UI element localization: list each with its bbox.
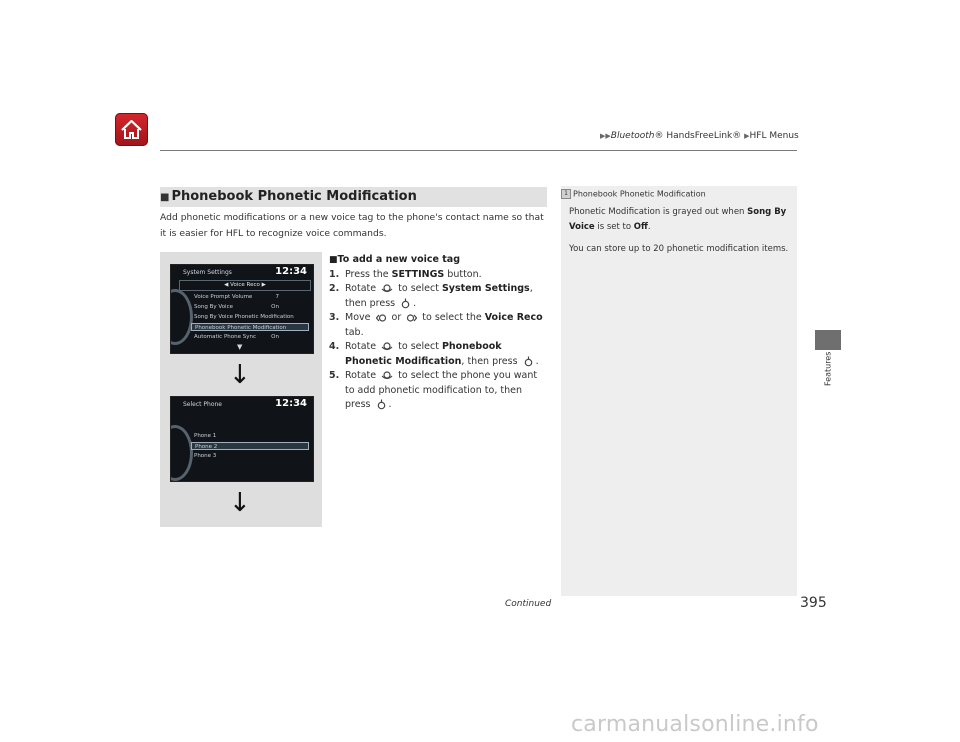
- tab-voice-reco: Voice Reco: [230, 282, 260, 288]
- header-divider: [160, 150, 797, 151]
- move-left-icon: [376, 313, 387, 323]
- selector-knob-arc: [170, 289, 193, 345]
- square-bullet-icon: ■: [160, 192, 170, 203]
- intro-paragraph: Add phonetic modifications or a new voice tag to the phone's contact name so that it is easier for HFL to recognize voice commands.: [160, 212, 544, 239]
- section-heading: [160, 187, 547, 207]
- page-number: 395: [800, 595, 827, 611]
- procedure-steps: [329, 253, 549, 413]
- phone-item: Phone 3: [194, 453, 217, 459]
- breadcrumb: [600, 131, 799, 141]
- arrow-down-icon: ↓: [229, 360, 251, 390]
- move-right-icon: [406, 313, 417, 323]
- rotate-knob-icon: [381, 284, 393, 294]
- menu-item: Song By Voice On: [194, 304, 279, 310]
- note-paragraph-2: You can store up to 20 phonetic modification items.: [569, 244, 789, 254]
- phone-item-selected: Phone 2: [191, 442, 309, 450]
- procedure-subtitle: ■To add a new voice tag: [329, 254, 461, 265]
- breadcrumb-arrow-icon: ▶▶: [600, 132, 611, 140]
- note-marker-icon: 1: [561, 189, 571, 199]
- note-paragraph-1: Phonetic Modification is grayed out when Song By Voice is set to Off.: [569, 207, 787, 232]
- step-4: 4. Rotate to select Phonebook Phonetic Modification, then press .: [329, 341, 539, 367]
- phone-item: Phone 1: [194, 433, 217, 439]
- screen-title: System Settings: [183, 269, 232, 276]
- step-3: 3. Move or to select the Voice Reco tab.: [329, 312, 543, 338]
- home-icon[interactable]: [115, 113, 148, 146]
- arrow-down-icon: ↓: [229, 488, 251, 518]
- tab-left-arrow-icon: ◀: [224, 282, 229, 288]
- chapter-tab: [815, 330, 841, 350]
- menu-item-selected: Phonebook Phonetic Modification: [191, 323, 309, 331]
- tab-right-arrow-icon: ▶: [261, 282, 266, 288]
- system-settings-screen: [170, 264, 314, 354]
- note-title: 1 Phonebook Phonetic Modification: [561, 189, 706, 199]
- screen-title: Select Phone: [183, 401, 223, 408]
- press-knob-icon: [523, 356, 534, 367]
- rotate-knob-icon: [381, 342, 393, 352]
- note-body: [569, 205, 789, 264]
- rotate-knob-icon: [381, 371, 393, 381]
- breadcrumb-hfl-menus: HFL Menus: [749, 131, 799, 141]
- continued-label: Continued: [505, 599, 552, 609]
- screenshots-panel: [160, 252, 322, 527]
- scroll-down-icon: ▼: [237, 343, 243, 351]
- press-knob-icon: [400, 298, 411, 309]
- select-phone-screen: [170, 396, 314, 482]
- breadcrumb-handsfreelink: ® HandsFreeLink®: [654, 131, 742, 141]
- square-bullet-icon: ■: [329, 255, 338, 265]
- breadcrumb-bluetooth: Bluetooth: [610, 131, 655, 141]
- step-1: 1. Press the SETTINGS button.: [329, 268, 482, 280]
- menu-item: Automatic Phone Sync On: [194, 334, 279, 340]
- selector-knob-arc: [170, 425, 193, 481]
- menu-item: Song By Voice Phonetic Modification: [194, 314, 294, 320]
- menu-item: Voice Prompt Volume 7: [194, 294, 279, 300]
- section-title: Phonebook Phonetic Modification: [171, 189, 417, 204]
- watermark: carmanualsonline.info: [571, 712, 819, 737]
- press-knob-icon: [376, 399, 387, 410]
- screen-clock: 12:34: [275, 398, 307, 409]
- step-2: 2. Rotate to select System Settings, then press .: [329, 283, 533, 309]
- chapter-label: Features: [823, 352, 833, 387]
- step-5: 5. Rotate to select the phone you want to add phonetic modification to, then press .: [329, 370, 538, 410]
- breadcrumb-arrow-icon: ▶: [744, 132, 750, 140]
- screen-clock: 12:34: [275, 266, 307, 277]
- tab-strip: [179, 280, 311, 291]
